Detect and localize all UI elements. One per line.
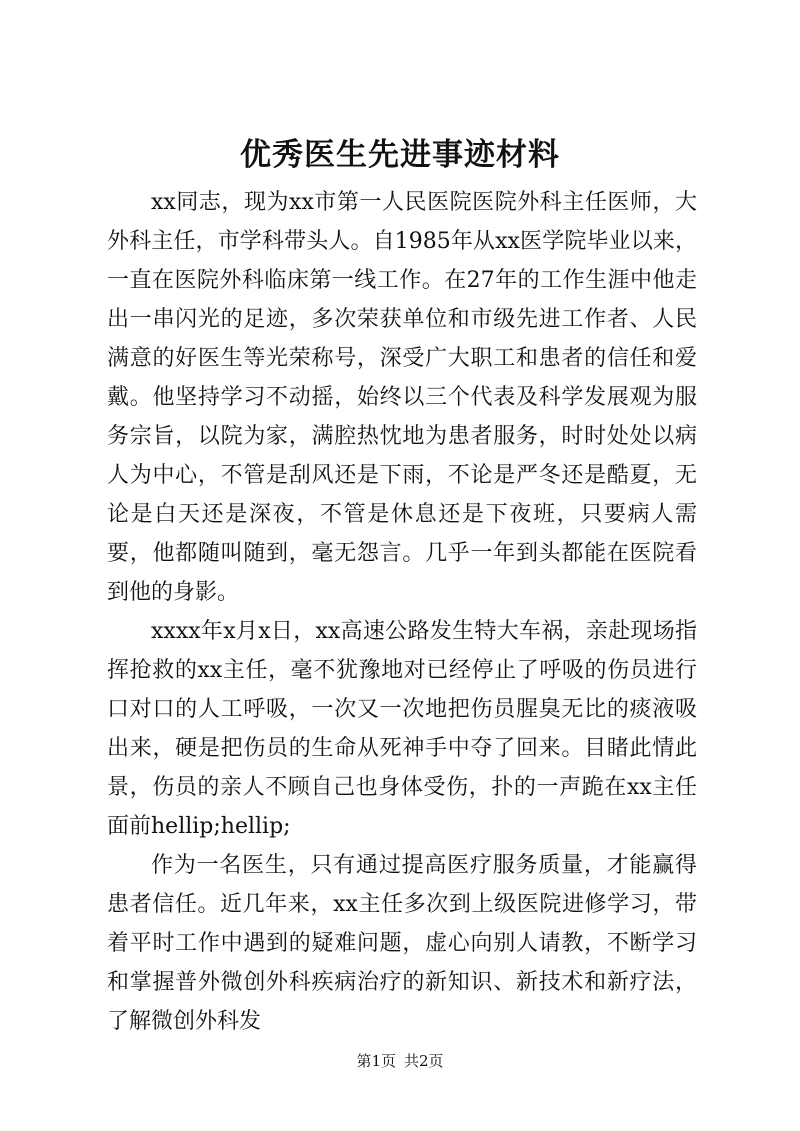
page-total: 共2页 (404, 1052, 444, 1070)
paragraph-3: 作为一名医生，只有通过提高医疗服务质量，才能赢得患者信任。近几年来，xx主任多次到上级医院进修学习，带着平时工作中遇到的疑难问题，虚心向别人请教，不断学习和掌握普外微创外科疾病治疗的新知识、新技术和新疗法，了解微创外科发 (107, 853, 697, 1034)
page-footer (0, 1051, 800, 1071)
document-body (107, 183, 697, 1041)
paragraph-1: xx同志，现为xx市第一人民医院医院外科主任医师，大外科主任，市学科带头人。自1985年从xx医学院毕业以来，一直在医院外科临床第一线工作。在27年的工作生涯中他走出一串闪光的足迹，多次荣获单位和市级先进工作者、人民满意的好医生等光荣称号，深受广大职工和患者的信任和爱戴。他坚持学习不动摇，始终以三个代表及科学发展观为服务宗旨，以院为家，满腔热忱地为患者服务，时时处处以病人为中心，不管是刮风还是下雨，不论是严冬还是酷夏，无论是白天还是深夜，不管是休息还是下夜班，只要病人需要，他都随叫随到，毫无怨言。几乎一年到头都能在医院看到他的身影。 (107, 190, 697, 605)
document-title: 优秀医生先进事迹材料 (240, 137, 560, 173)
page-number: 第1页 (356, 1052, 396, 1070)
paragraph-2: xxxx年x月x日，xx高速公路发生特大车祸，亲赴现场指挥抢救的xx主任，毫不犹豫地对已经停止了呼吸的伤员进行口对口的人工呼吸，一次又一次地把伤员腥臭无比的痰液吸出来，硬是把伤员的生命从死神手中夺了回来。目睹此情此景，伤员的亲人不顾自己也身体受伤，扑的一声跪在xx主任面前hellip;hellip; (107, 619, 697, 839)
